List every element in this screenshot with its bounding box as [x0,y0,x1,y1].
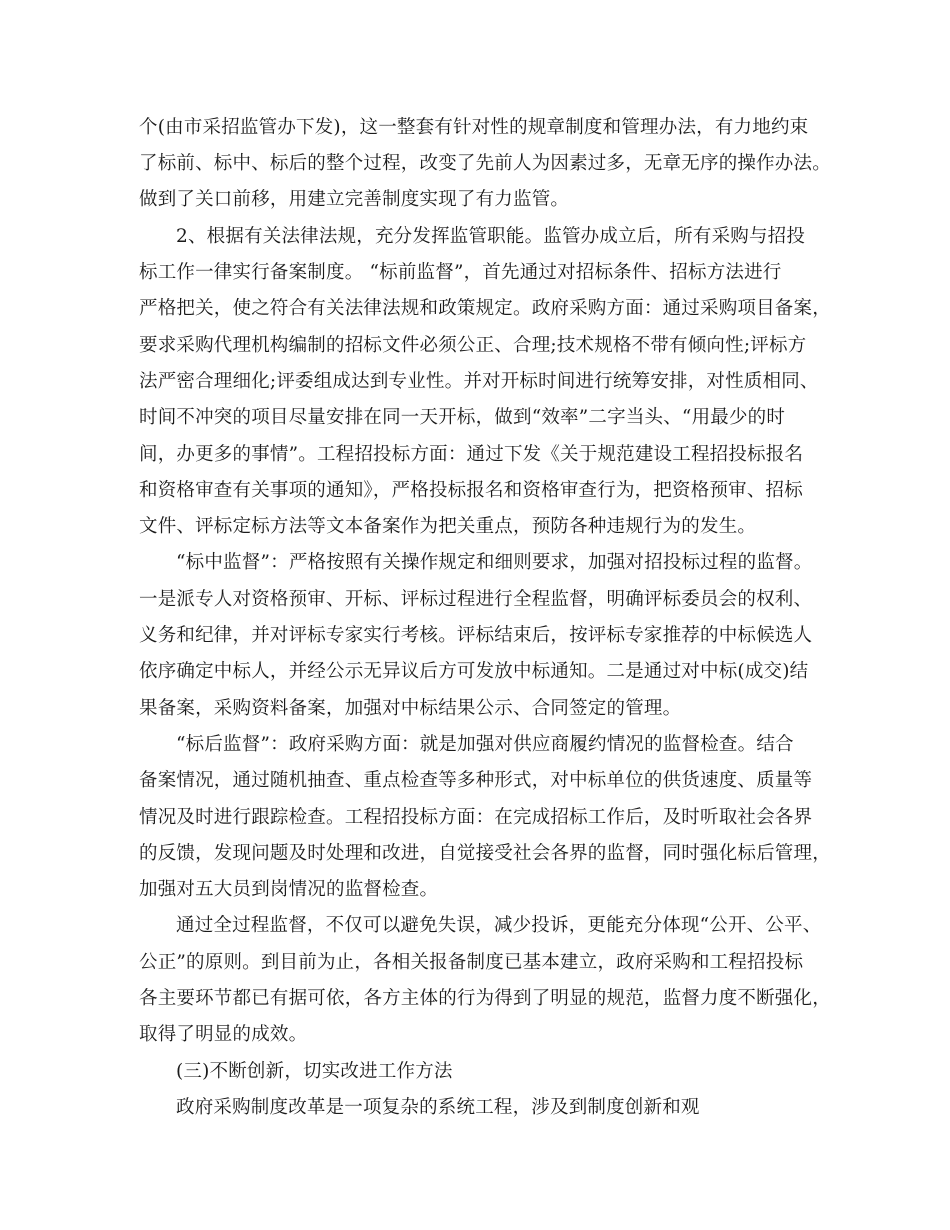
text-line: 依序确定中标人，并经公示无异议后方可发放中标通知。二是通过对中标(成交)结 [139,661,809,682]
text-line: 严格把关，使之符合有关法律法规和政策规定。政府采购方面：通过采购项目备案， [139,298,831,319]
text-line: 政府采购制度改革是一项复杂的系统工程，涉及到制度创新和观 [176,1097,700,1118]
text-line: 义务和纪律，并对评标专家实行考核。评标结束后，按评标专家推荐的中标候选人 [139,625,813,646]
text-line: 取得了明显的成效。 [139,1024,308,1045]
section-heading: (三)不断创新，切实改进工作方法 [176,1061,453,1082]
text-line: 时间不冲突的项目尽量安排在同一天开标，做到“效率”二字当头、“用最少的时 [139,407,786,428]
text-line: 间，办更多的事情”。工程招投标方面：通过下发《关于规范建设工程招投标报名 [139,444,804,465]
text-line: 情况及时进行跟踪检查。工程招投标方面：在完成招标工作后，及时听取社会各界 [139,807,813,828]
text-line: “标后监督”：政府采购方面：就是加强对供应商履约情况的监督检查。结合 [176,734,794,755]
text-line: 各主要环节都已有据可依，各方主体的行为得到了明显的规范，监督力度不断强化， [139,988,831,1009]
text-line: 标工作一律实行备案制度。 “标前监督”，首先通过对招标条件、招标方法进行 [139,262,782,283]
text-line: 的反馈，发现问题及时处理和改进，自觉接受社会各界的监督，同时强化标后管理， [139,843,831,864]
text-line: 公正”的原则。到目前为止，各相关报备制度已基本建立，政府采购和工程招投标 [139,952,804,973]
text-line: 了标前、标中、标后的整个过程，改变了先前人为因素过多，无章无序的操作办法。 [139,153,831,174]
text-line: 和资格审查有关事项的通知》，严格投标报名和资格审查行为，把资格预审、招标 [139,480,803,501]
text-line: 法严密合理细化;评委组成达到专业性。并对开标时间进行统筹安排，对性质相同、 [139,371,819,392]
text-line: “标中监督”：严格按照有关操作规定和细则要求，加强对招投标过程的监督。 [176,552,813,573]
text-line: 文件、评标定标方法等文本备案作为把关重点，预防各种违规行为的发生。 [139,516,757,537]
text-line: 一是派专人对资格预审、开标、评标过程进行全程监督，明确评标委员会的权利、 [139,589,813,610]
text-line: 要求采购代理机构编制的招标文件必须公正、合理;技术规格不带有倾向性;评标方 [139,335,807,356]
text-line: 备案情况，通过随机抽查、重点检查等多种形式，对中标单位的供货速度、质量等 [139,770,813,791]
text-line: 通过全过程监督，不仅可以避免失误，减少投诉，更能充分体现“公开、公平、 [176,915,822,936]
text-line: 果备案，采购资料备案，加强对中标结果公示、合同签定的管理。 [139,698,682,719]
text-line: 做到了关口前移，用建立完善制度实现了有力监管。 [139,189,570,210]
text-line: 个(由市采招监管办下发)，这一整套有针对性的规章制度和管理办法，有力地约束 [139,117,809,138]
text-line: 2、根据有关法律法规，充分发挥监管职能。监管办成立后，所有采购与招投 [176,226,806,247]
text-line: 加强对五大员到岗情况的监督检查。 [139,879,439,900]
